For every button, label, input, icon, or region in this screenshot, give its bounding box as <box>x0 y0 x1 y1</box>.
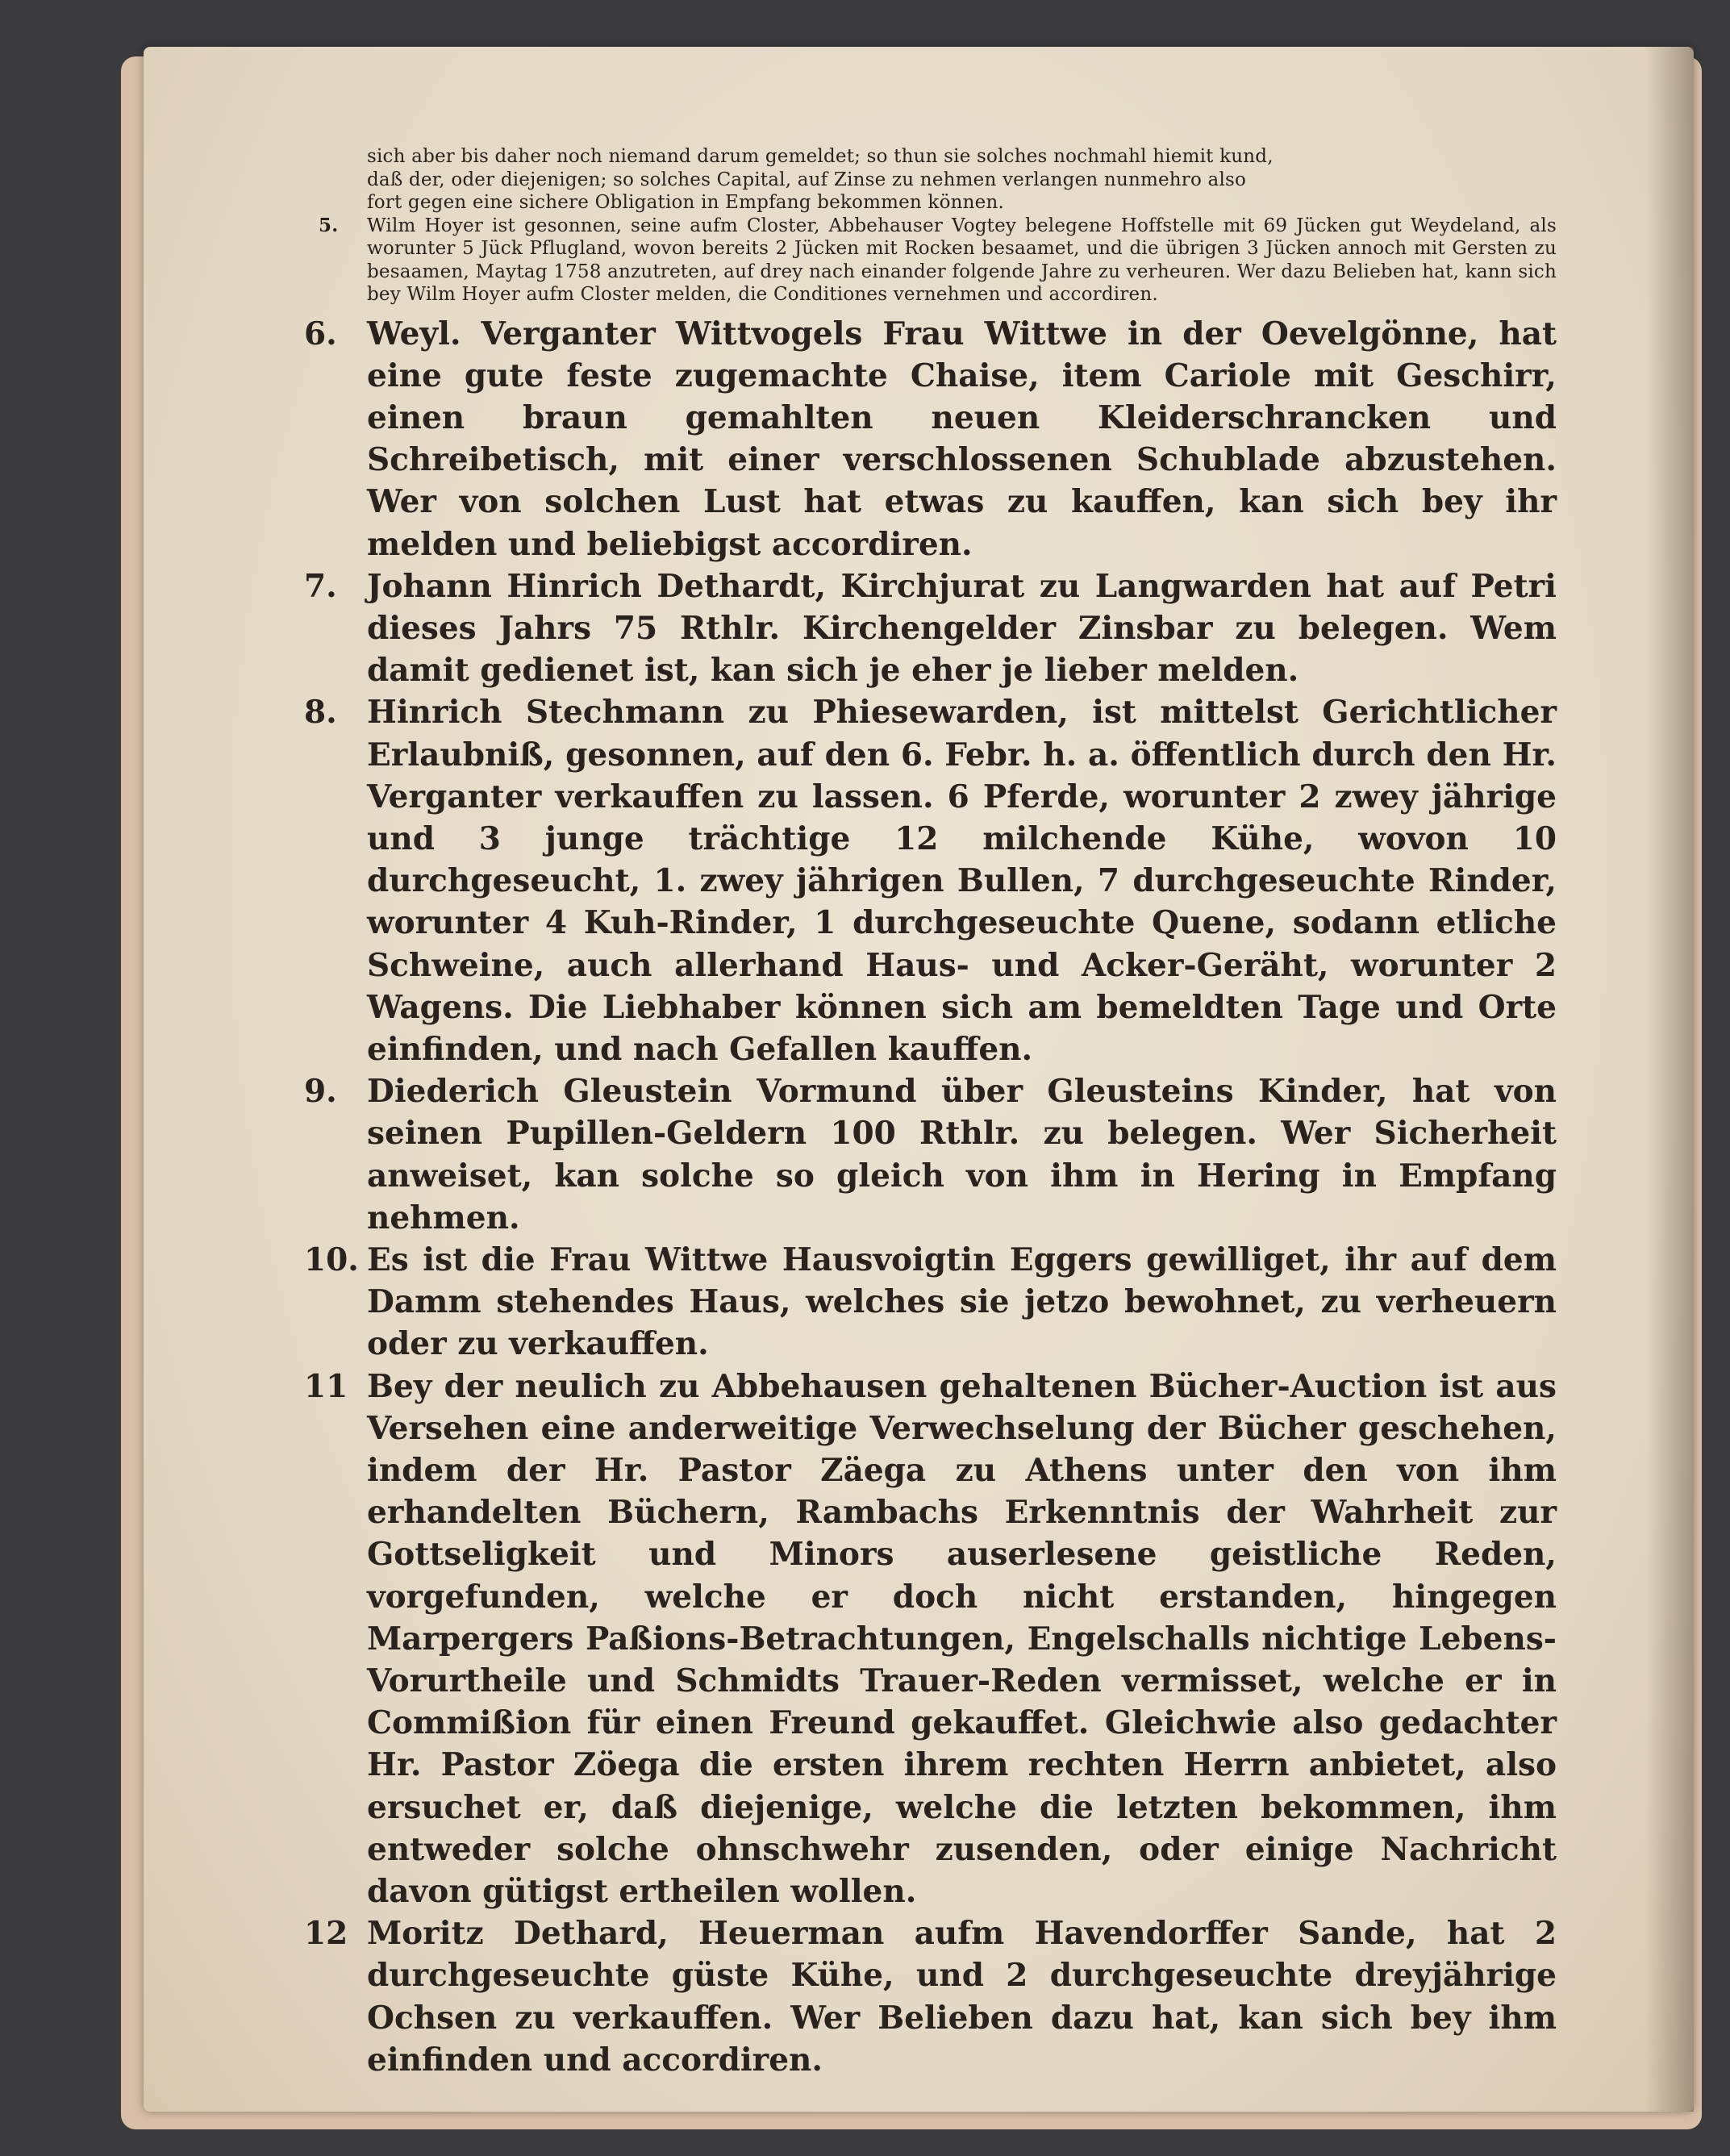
entry-text: Wilm Hoyer ist gesonnen, seine aufm Closter, Abbehauser Vogtey belegene Hoffstelle mit 69 Jücken gut Weydeland, als worunter 5 Jück Pflugland, wovon bereits 2 Jücken mit Rocken besaamet, und die übrigen 3 Jücken annoch mit Gersten zu besaamen, Maytag 1758 anzutreten, auf drey nach einander folgende Jahre zu verheuren. Wer dazu Belieben hat, kann sich bey Wilm Hoyer aufm Closter melden, die Conditiones vernehmen und accordiren. <box>367 215 1557 305</box>
entry-number: 11 <box>304 1367 348 1405</box>
entry-number: 5. <box>319 214 339 236</box>
notice-entry-9 <box>304 1070 1557 1239</box>
entry-number: 6. <box>304 315 337 352</box>
intro-paragraph <box>367 145 1557 215</box>
intro-line: fort gegen eine sichere Obligation in Empfang bekommen können. <box>367 192 1004 213</box>
notice-entry-7 <box>304 565 1557 692</box>
notice-entry-11 <box>304 1366 1557 1913</box>
entry-text: Bey der neulich zu Abbehausen gehaltenen Bücher-Auction ist aus Versehen eine anderweitige Verwechselung der Bücher geschehen, indem der Hr. Pastor Zäega zu Athens unter den von ihm erhandelten Büchern, Rambachs Erkenntnis der Wahrheit zur Gottseligkeit und Minors auserlesene geistliche Reden, vorgefunden, welche er doch nicht erstanden, hingegen Marpergers Paßions-Betrachtungen, Engelschalls nichtige Lebens-Vorurtheile und Schmidts Trauer-Reden vermisset, welche er in Commißion für einen Freund gekauffet. Gleichwie also gedachter Hr. Pastor Zöega die ersten ihrem rechten Herrn anbietet, also ersuchet er, daß diejenige, welche die letzten bekommen, ihm entweder solche ohnschwehr zusenden, oder einige Nachricht davon gütigst ertheilen wollen. <box>367 1367 1557 1911</box>
entry-number: 7. <box>304 567 337 605</box>
intro-line: daß der, oder diejenigen; so solches Capital, auf Zinse zu nehmen verlangen nunmehro also <box>367 169 1247 190</box>
notice-entry-12 <box>304 1912 1557 2081</box>
intro-line: sich aber bis daher noch niemand darum gemeldet; so thun sie solches nochmahl hiemit kund, <box>367 146 1274 167</box>
notice-entry-6 <box>304 313 1557 565</box>
notice-entry-8 <box>304 691 1557 1070</box>
entry-text: Es ist die Frau Wittwe Hausvoigtin Eggers gewilliget, ihr auf dem Damm stehendes Haus, welches sie jetzo bewohnet, zu verheuern oder zu verkauffen. <box>367 1241 1557 1363</box>
entry-text: Johann Hinrich Dethardt, Kirchjurat zu Langwarden hat auf Petri dieses Jahrs 75 Rthlr. Kirchengelder Zinsbar zu belegen. Wem damit gedienet ist, kan sich je eher je lieber melden. <box>367 567 1557 690</box>
entry-text: Diederich Gleustein Vormund über Gleusteins Kinder, hat von seinen Pupillen-Geldern 100 Rthlr. zu belegen. Wer Sicherheit anweiset, kan solche so gleich von ihm in Hering in Empfang nehmen. <box>367 1073 1557 1236</box>
entry-text: Hinrich Stechmann zu Phiesewarden, ist mittelst Gerichtlicher Erlaubniß, gesonnen, auf den 6. Febr. h. a. öffentlich durch den Hr. Verganter verkauffen zu lassen. 6 Pferde, worunter 2 zwey jährige und 3 junge trächtige 12 milchende Kühe, wovon 10 durchgeseucht, 1. zwey jährigen Bullen, 7 durchgeseuchte Rinder, worunter 4 Kuh-Rinder, 1 durchgeseuchte Quene, sodann etliche Schweine, auch allerhand Haus- und Acker-Geräht, worunter 2 Wagens. Die Liebhaber können sich am bemeldten Tage und Orte einfinden, und nach Gefallen kauffen. <box>367 694 1557 1068</box>
entry-number: 10. <box>304 1241 359 1278</box>
entry-number: 8. <box>304 694 337 732</box>
entry-number: 12 <box>304 1915 348 1953</box>
page-text <box>304 145 1557 2081</box>
page-gutter-shadow <box>1645 47 1694 2112</box>
entry-number: 9. <box>304 1073 337 1111</box>
entry-text: Weyl. Verganter Wittvogels Frau Wittwe in der Oevelgönne, hat eine gute feste zugemachte Chaise, item Cariole mit Geschirr, einen braun gemahlten neuen Kleiderschrancken und Schreibetisch, mit einer verschlossenen Schublade abzustehen. Wer von solchen Lust hat etwas zu kauffen, kan sich bey ihr melden und beliebigst accordiren. <box>367 315 1557 563</box>
notice-entry-10 <box>304 1239 1557 1366</box>
entry-text: Moritz Dethard, Heuerman aufm Havendorffer Sande, hat 2 durchgeseuchte güste Kühe, und 2 durchgeseuchte dreyjährige Ochsen zu verkauffen. Wer Belieben dazu hat, kan sich bey ihm einfinden und accordiren. <box>367 1915 1557 2079</box>
notice-entry-5 <box>319 214 1557 307</box>
